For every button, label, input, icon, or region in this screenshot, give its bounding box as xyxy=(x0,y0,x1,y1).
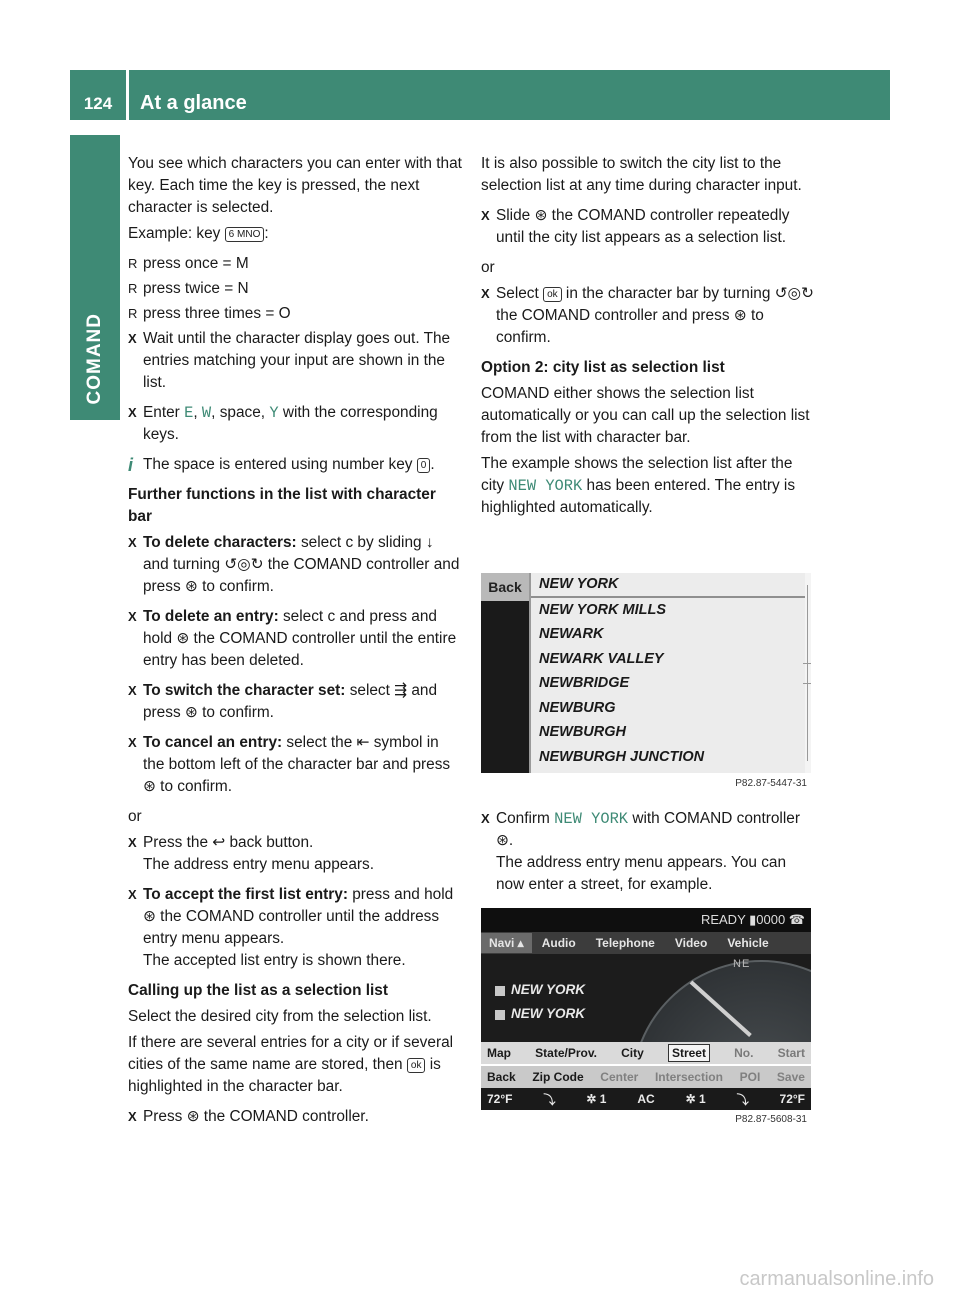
key-6-icon: 6 MNO xyxy=(225,227,265,242)
press-controller-step: X Press ⊛ the COMAND controller. xyxy=(128,1106,462,1128)
accept-entry-step: X To accept the first list entry: press and hold ⊛ the COMAND controller until the address entry menu appears. The accepted list entry is shown there. xyxy=(128,884,462,972)
watermark: carmanualsonline.info xyxy=(739,1268,934,1290)
figure-caption: P82.87-5608-31 xyxy=(735,1114,807,1125)
selection-list-screenshot xyxy=(481,573,811,795)
city-icon xyxy=(495,986,505,996)
option2-heading: Option 2: city list as selection list xyxy=(481,359,725,376)
destination-city: NEW YORK xyxy=(511,982,586,997)
destination-street: NEW YORK xyxy=(511,1006,586,1021)
menu-item-vehicle[interactable]: Vehicle xyxy=(727,936,769,950)
menu-item-zip[interactable]: Zip Code xyxy=(532,1070,584,1084)
list-item[interactable]: NEWBURG xyxy=(539,699,616,716)
left-panel xyxy=(481,601,529,773)
menu-item-start[interactable]: Start xyxy=(777,1046,805,1060)
calling-heading: Calling up the list as a selection list xyxy=(128,982,388,999)
ok-key-icon: ok xyxy=(543,287,562,302)
further-functions-heading: Further functions in the list with character bar xyxy=(128,486,436,525)
map-display xyxy=(481,954,811,1042)
side-tab-label: COMAND xyxy=(84,312,105,404)
delete-characters-step: X To delete characters: select c by sliding ↓ and turning ↺◎↻ the COMAND controller and press ⊛ to confirm. xyxy=(128,532,462,598)
menu-item-city[interactable]: City xyxy=(621,1046,644,1060)
cancel-entry-step: X To cancel an entry: select the ⇤ symbol in the bottom left of the character bar and press ⊛ to confirm. xyxy=(128,732,462,798)
temp-left[interactable]: 72°F xyxy=(487,1092,513,1106)
list-item[interactable]: NEWBURGH xyxy=(539,724,626,741)
delete-entry-step: X To delete an entry: select c and press and hold ⊛ the COMAND controller until the entire entry has been deleted. xyxy=(128,606,462,672)
ok-key-icon: ok xyxy=(407,1058,426,1073)
address-entry-screenshot xyxy=(481,908,811,1130)
header-divider xyxy=(126,70,129,120)
menu-item-telephone[interactable]: Telephone xyxy=(595,936,655,950)
info-note: i The space is entered using number key 0 . xyxy=(128,454,462,476)
switch-charset-step: X To switch the character set: select ⇶ and press ⊛ to confirm. xyxy=(128,680,462,724)
figure-caption: P82.87-5447-31 xyxy=(481,773,811,795)
page-number: 124 xyxy=(83,94,113,113)
calling-text: Select the desired city from the selection list. xyxy=(128,1008,432,1025)
compass-label: NE xyxy=(733,958,751,970)
list-item[interactable]: NEW YORK xyxy=(531,573,805,598)
main-menu-bar xyxy=(481,932,811,954)
address-submenu-row xyxy=(481,1066,811,1088)
list-item[interactable]: NEW YORK MILLS xyxy=(539,601,667,618)
street-icon xyxy=(495,1010,505,1020)
fan-left[interactable]: ✲ 1 xyxy=(586,1092,607,1106)
or-text: or xyxy=(481,259,495,276)
list-item: R press three times = O xyxy=(128,303,462,325)
menu-item-back[interactable]: Back xyxy=(487,1070,516,1084)
ac-button[interactable]: AC xyxy=(637,1092,655,1106)
status-bar: READY ▮0000 ☎ xyxy=(481,908,811,932)
back-button[interactable]: Back xyxy=(481,573,529,601)
list-item[interactable]: NEWBURGH JUNCTION xyxy=(539,748,705,765)
scrollbar-tick xyxy=(803,663,811,664)
airflow-right-icon[interactable]: ⤵ xyxy=(736,1092,749,1107)
or-text: or xyxy=(128,808,142,825)
list-item[interactable]: NEWBRIDGE xyxy=(539,675,630,692)
several-paragraph: If there are several entries for a city or if several cities of the same name are stored, then ok is highlighted in the character bar. xyxy=(128,1034,454,1095)
confirm-block xyxy=(481,808,815,904)
list-item[interactable]: NEWARK xyxy=(539,626,604,643)
airflow-left-icon[interactable]: ⤵ xyxy=(543,1092,556,1107)
scrollbar[interactable] xyxy=(805,573,811,773)
left-column xyxy=(128,153,462,1136)
intro-paragraph: You see which characters you can enter with that key. Each time the key is pressed, the next character is selected. xyxy=(128,155,462,216)
comand-either-paragraph: COMAND either shows the selection list automatically or you can call up the selection list from the list with character bar. xyxy=(481,385,810,446)
menu-item-audio[interactable]: Audio xyxy=(541,936,576,950)
menu-item-center[interactable]: Center xyxy=(600,1070,639,1084)
right-column xyxy=(481,153,815,523)
also-paragraph: It is also possible to switch the city list to the selection list at any time during character input. xyxy=(481,155,802,194)
menu-item-intersection[interactable]: Intersection xyxy=(654,1070,723,1084)
example-line: Example: key 6 MNO : xyxy=(128,225,269,242)
list-item: R press once = M xyxy=(128,253,462,275)
menu-item-video[interactable]: Video xyxy=(674,936,708,950)
city-list xyxy=(529,573,805,773)
select-ok-step: X Select ok in the character bar by turning ↺◎↻ the COMAND controller and press ⊛ to confirm. xyxy=(481,283,815,349)
page-title: At a glance xyxy=(140,92,247,114)
key-0-icon: 0 xyxy=(417,458,431,473)
temp-right[interactable]: 72°F xyxy=(779,1092,805,1106)
example-paragraph: The example shows the selection list after the city NEW YORK has been entered. The entry is highlighted automatically. xyxy=(481,455,796,516)
wait-step: X Wait until the character display goes out. The entries matching your input are shown in the list. xyxy=(128,328,462,394)
menu-item-no[interactable]: No. xyxy=(734,1046,754,1060)
list-item[interactable]: NEWARK VALLEY xyxy=(539,650,664,667)
climate-bar xyxy=(481,1088,811,1110)
menu-item-save[interactable]: Save xyxy=(776,1070,805,1084)
menu-item-map[interactable]: Map xyxy=(487,1046,511,1060)
menu-item-street[interactable]: Street xyxy=(668,1044,710,1062)
scrollbar-tick xyxy=(803,683,811,684)
confirm-step: X Confirm NEW YORK with COMAND controller ⊛. The address entry menu appears. You can now enter a street, for example. xyxy=(481,808,815,896)
list-item: R press twice = N xyxy=(128,278,462,300)
compass-dial xyxy=(631,960,811,1042)
slide-step: X Slide ⊛ the COMAND controller repeatedly until the city list appears as a selection list. xyxy=(481,205,815,249)
address-menu-row xyxy=(481,1042,811,1064)
menu-item-poi[interactable]: POI xyxy=(739,1070,761,1084)
press-back-step: X Press the ↩ back button. The address entry menu appears. xyxy=(128,832,462,876)
scrollbar-track xyxy=(807,585,808,761)
menu-item-state[interactable]: State/Prov. xyxy=(535,1046,597,1060)
fan-right[interactable]: ✲ 1 xyxy=(685,1092,706,1106)
enter-step: X Enter E, W, space, Y with the corresponding keys. xyxy=(128,402,462,446)
menu-item-navi[interactable]: Navi ▴ xyxy=(481,933,532,953)
